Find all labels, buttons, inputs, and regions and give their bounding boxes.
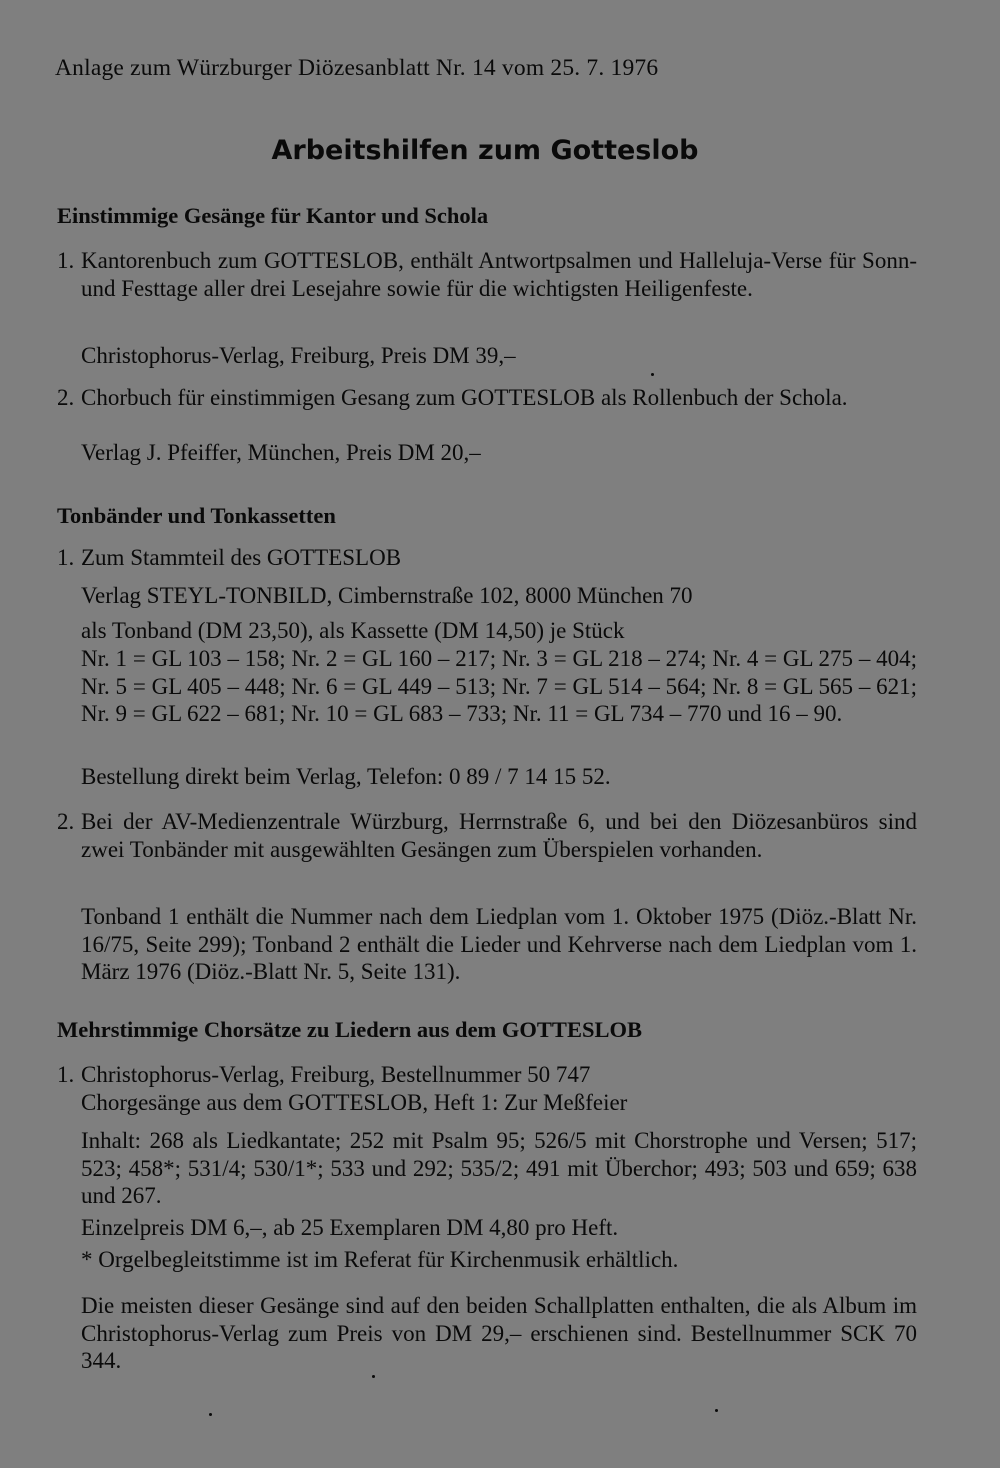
item-details: als Tonband (DM 23,50), als Kassette (DM 14,50) je Stück (81, 618, 625, 643)
header-line: Anlage zum Würzburger Diözesanblatt Nr. 14 vom 25. 7. 1976 (55, 55, 659, 81)
scan-speck (651, 373, 654, 376)
item-publisher: Christophorus-Verlag, Freiburg, Preis DM 39,– (81, 343, 516, 368)
scan-speck (372, 1375, 375, 1378)
item-subtitle: Chorgesänge aus dem GOTTESLOB, Heft 1: Zur Meßfeier (81, 1090, 628, 1115)
list-item (57, 808, 917, 863)
list-item (57, 384, 917, 412)
scan-speck (715, 1409, 718, 1412)
item-volume-list: Nr. 1 = GL 103 – 158; Nr. 2 = GL 160 – 217; Nr. 3 = GL 218 – 274; Nr. 4 = GL 275 – 404; Nr. 5 = GL 405 – 448; Nr. 6 = GL 449 – 513; Nr. 7 = GL 514 – 564; Nr. 8 = GL 565 – 621; Nr. 9 = GL 622 – 681; Nr. 10 = GL 683 – 733; Nr. 11 = GL 734 – 770 und 16 – 90. (81, 646, 917, 727)
section-heading-einstimmige: Einstimmige Gesänge für Kantor und Schola (57, 203, 489, 228)
item-text: Christophorus-Verlag, Freiburg, Bestellnummer 50 747 (81, 1062, 591, 1087)
item-text: Kantorenbuch zum GOTTESLOB, enthält Antwortpsalmen und Halleluja-Verse für Sonn- und Festtage aller drei Lesejahre sowie für die wichtigsten Heiligenfeste. (81, 248, 917, 301)
item-contents: Inhalt: 268 als Liedkantate; 252 mit Psalm 95; 526/5 mit Chorstrophe und Versen; 517; 523; 458*; 531/4; 530/1*; 533 und 292; 535/2; 491 mit Überchor; 493; 503 und 659; 638 und 267. (81, 1128, 917, 1209)
list-item (57, 247, 917, 302)
closing-paragraph: Die meisten dieser Gesänge sind auf den beiden Schallplatten enthalten, die als Album im Christophorus-Verlag zum Preis von DM 29,– erschienen sind. Bestellnummer SCK 70 344. (81, 1293, 917, 1374)
section-heading-mehrstimmige: Mehrstimmige Chorsätze zu Liedern aus dem GOTTESLOB (57, 1017, 642, 1042)
item-number: 2. (57, 809, 75, 834)
item-number: 1. (57, 248, 75, 273)
item-number: 1. (57, 545, 75, 570)
item-price: Einzelpreis DM 6,–, ab 25 Exemplaren DM 4,80 pro Heft. (81, 1215, 619, 1240)
page-title: Arbeitshilfen zum Gotteslob (271, 135, 699, 166)
item-number: 2. (57, 385, 75, 410)
item-text: Bei der AV-Medienzentrale Würzburg, Herrnstraße 6, und bei den Diözesanbüros sind zwei Tonbänder mit ausgewählten Gesängen zum Überspielen vorhanden. (81, 809, 917, 862)
item-publisher: Verlag STEYL-TONBILD, Cimbernstraße 102, 8000 München 70 (81, 583, 693, 608)
list-item (57, 1061, 917, 1089)
scan-speck (209, 1413, 212, 1416)
item-note: Tonband 1 enthält die Nummer nach dem Liedplan vom 1. Oktober 1975 (Diöz.-Blatt Nr. 16/75, Seite 299); Tonband 2 enthält die Lieder und Kehrverse nach dem Liedplan vom 1. März 1976 (Diöz.-Blatt Nr. 5, Seite 131). (81, 904, 917, 985)
item-footnote: * Orgelbegleitstimme ist im Referat für Kirchenmusik erhältlich. (81, 1247, 679, 1272)
list-item (57, 544, 917, 572)
item-text: Zum Stammteil des GOTTESLOB (81, 545, 402, 570)
item-publisher: Verlag J. Pfeiffer, München, Preis DM 20,– (81, 440, 481, 465)
item-number: 1. (57, 1062, 75, 1087)
section-heading-tonbaender: Tonbänder und Tonkassetten (57, 503, 336, 528)
item-text: Chorbuch für einstimmigen Gesang zum GOTTESLOB als Rollenbuch der Schola. (81, 385, 848, 410)
item-order-info: Bestellung direkt beim Verlag, Telefon: 0 89 / 7 14 15 52. (81, 764, 611, 789)
